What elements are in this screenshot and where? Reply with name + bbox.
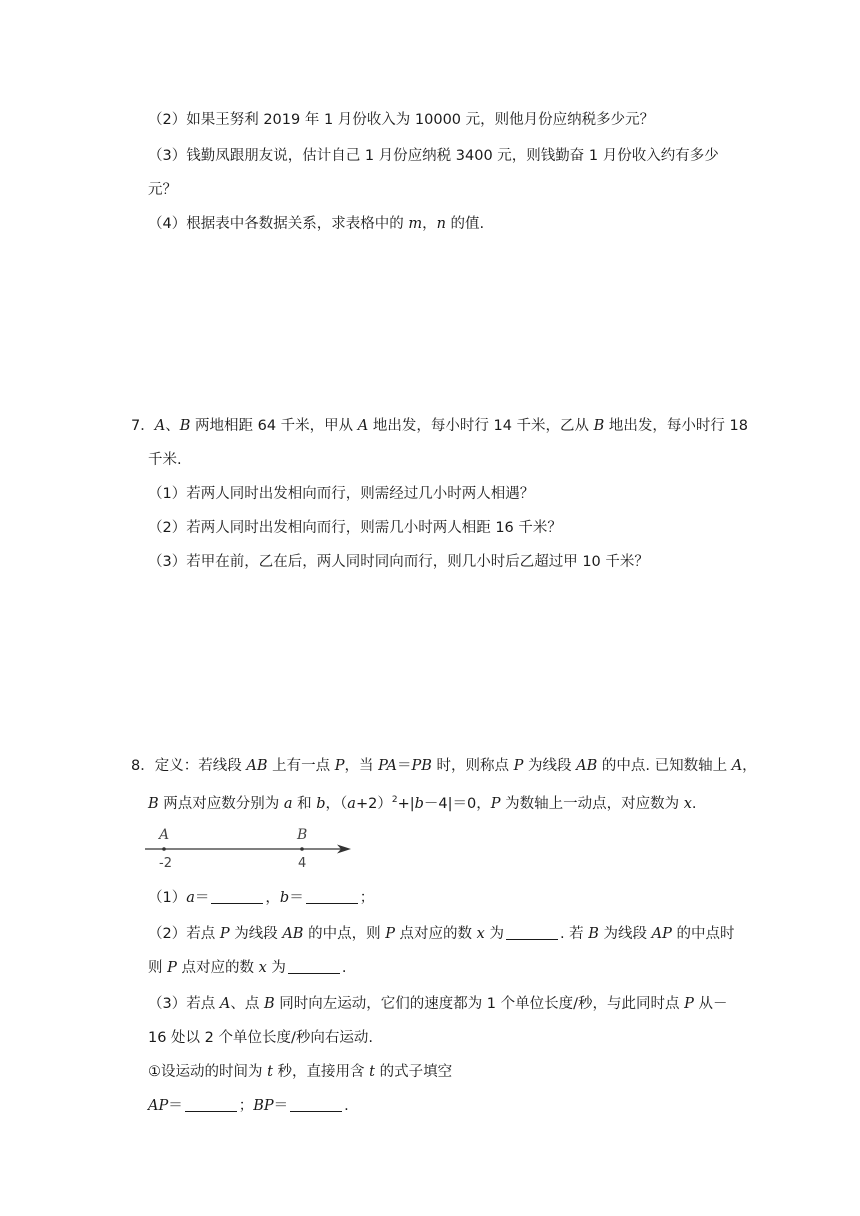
q6-part2: （2）如果王努利 2019 年 1 月份收入为 10000 元，则他月份应纳税多少元？: [148, 112, 655, 128]
point-a-value: -2: [159, 856, 172, 871]
q8-part2-line1: （2）若点 P 为线段 AB 的中点，则 P 点对应的数 x 为 . 若 B 为线段 AP 的中点时: [148, 926, 735, 942]
q6-part3-line2: 元？: [148, 182, 177, 198]
q7-stem-line1: 7．A、B 两地相距 64 千米，甲从 A 地出发，每小时行 14 千米，乙从 B 地出发，每小时行 18: [131, 418, 748, 434]
point-a-dot: [162, 847, 166, 851]
q8-part3-sub1-answers: AP＝ ；BP＝ .: [148, 1098, 349, 1114]
q8-part3-line1: （3）若点 A、点 B 同时向左运动，它们的速度都为 1 个单位长度/秒，与此同时点 P 从－: [148, 996, 728, 1012]
answer-blank[interactable]: [288, 959, 340, 974]
q8-part3-sub1: ①设运动的时间为 t 秒，直接用含 t 的式子填空: [148, 1064, 453, 1080]
q8-stem-line1: 8．定义：若线段 AB 上有一点 P，当 PA＝PB 时，则称点 P 为线段 AB 的中点. 已知数轴上 A，: [131, 758, 757, 774]
number-line-figure: [143, 822, 358, 872]
q7-part2: （2）若两人同时出发相向而行，则需几小时两人相距 16 千米？: [148, 520, 562, 536]
point-b-dot: [300, 847, 304, 851]
q7-part3: （3）若甲在前，乙在后，两人同时同向而行，则几小时后乙超过甲 10 千米？: [148, 554, 649, 570]
point-a-label: A: [159, 827, 170, 843]
answer-blank[interactable]: [290, 1097, 342, 1112]
q7-part1: （1）若两人同时出发相向而行，则需经过几小时两人相遇？: [148, 486, 535, 502]
q6-part4: （4）根据表中各数据关系，求表格中的 m，n 的值.: [148, 216, 485, 232]
q6-part3-line1: （3）钱勤凤跟朋友说，估计自己 1 月份应纳税 3400 元，则钱勤奋 1 月份收入约有多少: [148, 148, 719, 164]
q8-part3-line2: 16 处以 2 个单位长度/秒向右运动.: [148, 1030, 373, 1046]
answer-blank[interactable]: [306, 889, 358, 904]
q8-part1: （1）a＝ ，b＝ ；: [148, 890, 375, 906]
point-b-label: B: [297, 827, 308, 843]
q8-part2-line2: 则 P 点对应的数 x 为 .: [148, 960, 347, 976]
answer-blank[interactable]: [185, 1097, 237, 1112]
point-b-value: 4: [298, 856, 307, 871]
q8-stem-line2: B 两点对应数分别为 a 和 b，$(a+2)^2+|b-4|=0$，P 为数轴上一动点，对应数为 x.: [148, 795, 697, 812]
q7-stem-line2: 千米.: [148, 452, 182, 468]
answer-blank[interactable]: [211, 889, 263, 904]
answer-blank[interactable]: [506, 925, 558, 940]
